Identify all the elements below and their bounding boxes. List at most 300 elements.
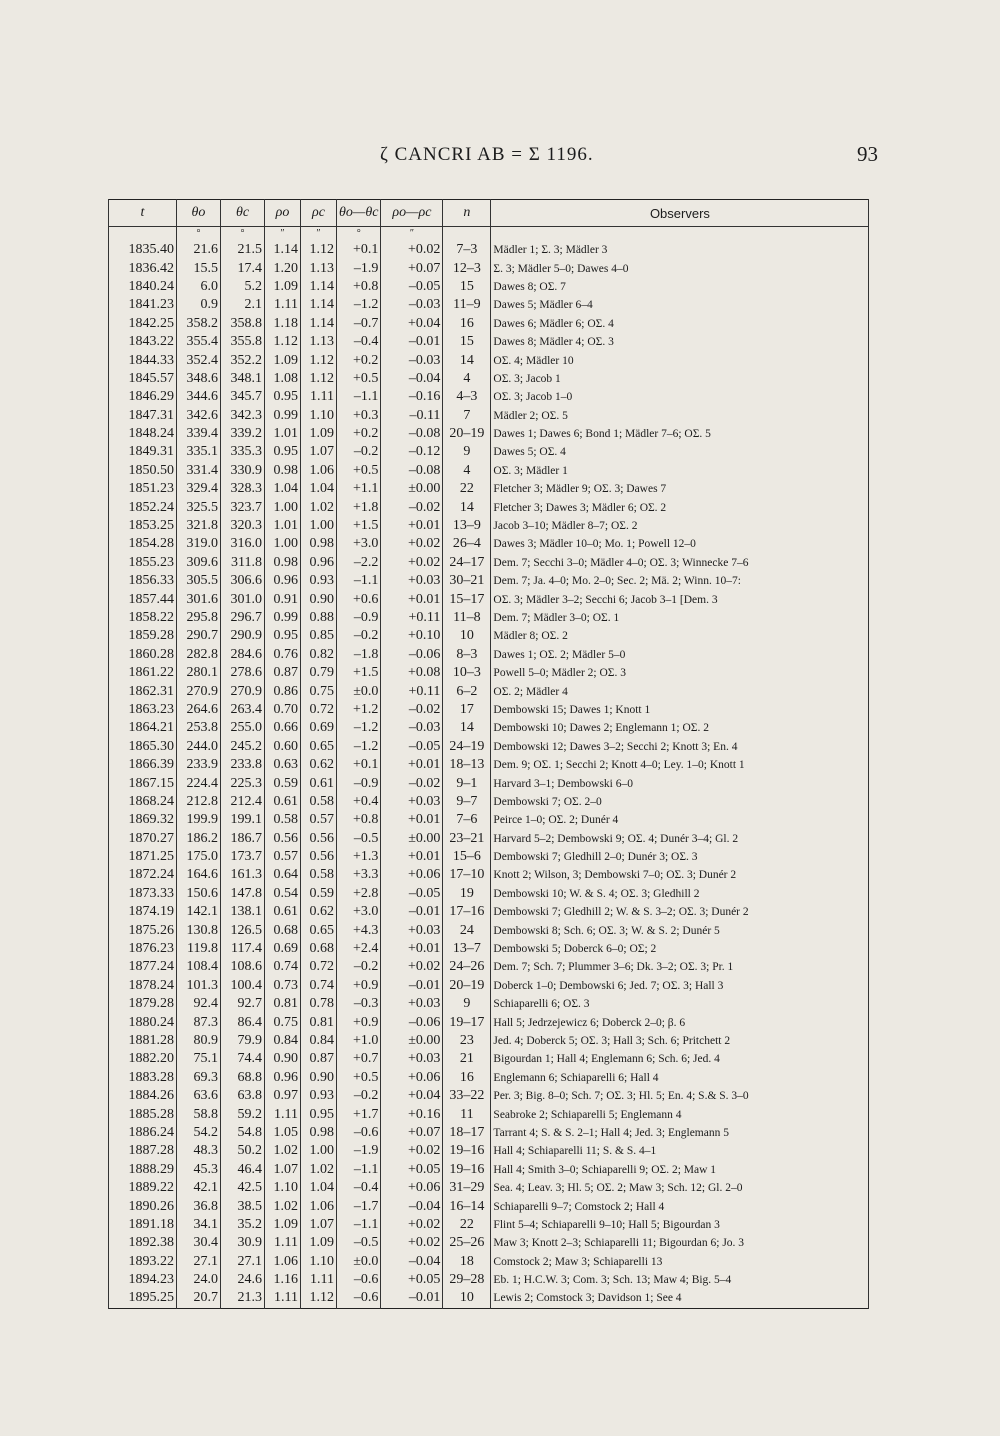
table-cell: +0.02 [381, 241, 443, 259]
table-cell: Mädler 1; Σ. 3; Mädler 3 [491, 241, 869, 259]
table-cell: 301.6 [177, 590, 221, 608]
column-header: n [443, 200, 491, 227]
table-cell: 21 [443, 1050, 491, 1068]
table-cell: –0.7 [337, 315, 381, 333]
table-cell: 1890.26 [109, 1197, 177, 1215]
table-cell: –0.06 [381, 1013, 443, 1031]
unit-cell: ″ [301, 227, 337, 242]
table-cell: 225.3 [221, 774, 265, 792]
table-cell: 11 [443, 1105, 491, 1123]
table-cell: ±0.0 [337, 682, 381, 700]
table-cell: Dem. 7; Secchi 3–0; Mädler 4–0; OΣ. 3; Winnecke 7–6 [491, 554, 869, 572]
table-cell: 26–4 [443, 535, 491, 553]
table-cell: –0.01 [381, 333, 443, 351]
table-cell: Dawes 1; OΣ. 2; Mädler 5–0 [491, 646, 869, 664]
table-cell: +0.02 [381, 1142, 443, 1160]
table-cell: +0.03 [381, 921, 443, 939]
column-header: θo [177, 200, 221, 227]
table-cell: 282.8 [177, 646, 221, 664]
table-row [109, 1289, 869, 1308]
table-cell: 9 [443, 443, 491, 461]
table-cell: Hall 5; Jedrzejewicz 6; Doberck 2–0; β. 6 [491, 1013, 869, 1031]
table-cell: 330.9 [221, 462, 265, 480]
table-cell: 130.8 [177, 921, 221, 939]
table-cell: 69.3 [177, 1069, 221, 1087]
table-row [109, 701, 869, 719]
table-cell: 305.5 [177, 572, 221, 590]
table-cell: 212.4 [221, 793, 265, 811]
table-cell: 1892.38 [109, 1234, 177, 1252]
table-cell: Harvard 5–2; Dembowski 9; OΣ. 4; Dunér 3–4; Gl. 2 [491, 830, 869, 848]
table-cell: –0.9 [337, 774, 381, 792]
table-cell: +1.8 [337, 498, 381, 516]
table-cell: 75.1 [177, 1050, 221, 1068]
table-cell: Dembowski 7; Gledhill 2–0; Dunér 3; OΣ. 3 [491, 848, 869, 866]
table-cell: 22 [443, 1216, 491, 1234]
table-cell: 352.4 [177, 351, 221, 369]
table-cell: 30.9 [221, 1234, 265, 1252]
table-cell: 18 [443, 1252, 491, 1270]
table-cell: +0.01 [381, 811, 443, 829]
table-cell: +3.3 [337, 866, 381, 884]
table-cell: 13–7 [443, 940, 491, 958]
table-cell: 0.78 [301, 995, 337, 1013]
table-row [109, 480, 869, 498]
table-cell: –0.6 [337, 1271, 381, 1289]
table-cell: –0.05 [381, 278, 443, 296]
table-cell: –0.05 [381, 885, 443, 903]
table-row [109, 425, 869, 443]
table-cell: 24.6 [221, 1271, 265, 1289]
table-cell: 24–26 [443, 958, 491, 976]
table-cell: 1836.42 [109, 259, 177, 277]
table-cell: Hall 4; Smith 3–0; Schiaparelli 9; OΣ. 2; Maw 1 [491, 1161, 869, 1179]
table-cell: 186.7 [221, 830, 265, 848]
table-cell: 1.13 [301, 333, 337, 351]
table-cell: Dembowski 15; Dawes 1; Knott 1 [491, 701, 869, 719]
table-cell: 1848.24 [109, 425, 177, 443]
table-cell: 10 [443, 627, 491, 645]
table-cell: Harvard 3–1; Dembowski 6–0 [491, 774, 869, 792]
table-cell: 45.3 [177, 1161, 221, 1179]
table-cell: 311.8 [221, 554, 265, 572]
table-cell: –0.3 [337, 995, 381, 1013]
table-cell: Mädler 2; OΣ. 5 [491, 407, 869, 425]
table-cell: 0.75 [301, 682, 337, 700]
table-cell: 1849.31 [109, 443, 177, 461]
table-cell: +0.05 [381, 1271, 443, 1289]
table-row [109, 1087, 869, 1105]
table-cell: Doberck 1–0; Dembowski 6; Jed. 7; OΣ. 3; Hall 3 [491, 977, 869, 995]
table-row [109, 333, 869, 351]
table-cell: 1863.23 [109, 701, 177, 719]
table-cell: 1868.24 [109, 793, 177, 811]
table-cell: 1.14 [301, 315, 337, 333]
column-header: ρo [265, 200, 301, 227]
table-cell: 16 [443, 315, 491, 333]
table-cell: +0.06 [381, 1069, 443, 1087]
table-cell: 1867.15 [109, 774, 177, 792]
table-cell: 54.8 [221, 1124, 265, 1142]
table-cell: 0.95 [265, 388, 301, 406]
table-row [109, 719, 869, 737]
table-row [109, 958, 869, 976]
table-row [109, 388, 869, 406]
table-cell: 25–26 [443, 1234, 491, 1252]
table-cell: 18–17 [443, 1124, 491, 1142]
table-cell: 147.8 [221, 885, 265, 903]
table-cell: 1854.28 [109, 535, 177, 553]
table-cell: 244.0 [177, 738, 221, 756]
table-cell: 1.00 [301, 517, 337, 535]
table-cell: 30–21 [443, 572, 491, 590]
table-cell: +0.07 [381, 259, 443, 277]
table-cell: 1.04 [301, 480, 337, 498]
table-cell: 29–28 [443, 1271, 491, 1289]
table-cell: 92.4 [177, 995, 221, 1013]
table-cell: 199.9 [177, 811, 221, 829]
table-cell: +0.05 [381, 1161, 443, 1179]
table-cell: 306.6 [221, 572, 265, 590]
table-cell: 1.11 [301, 388, 337, 406]
table-cell: 0.97 [265, 1087, 301, 1105]
table-cell: Dembowski 7; OΣ. 2–0 [491, 793, 869, 811]
table-cell: 0.81 [301, 1013, 337, 1031]
table-cell: 0.58 [301, 793, 337, 811]
table-cell: 100.4 [221, 977, 265, 995]
table-cell: 1.14 [301, 278, 337, 296]
table-cell: –0.12 [381, 443, 443, 461]
table-cell: 1.07 [301, 443, 337, 461]
table-cell: Powell 5–0; Mädler 2; OΣ. 3 [491, 664, 869, 682]
table-cell: +0.01 [381, 590, 443, 608]
table-cell: Maw 3; Knott 2–3; Schiaparelli 11; Bigourdan 6; Jo. 3 [491, 1234, 869, 1252]
table-cell: 284.6 [221, 646, 265, 664]
table-cell: –0.2 [337, 443, 381, 461]
table-cell: 1866.39 [109, 756, 177, 774]
column-header: θc [221, 200, 265, 227]
table-cell: 13–9 [443, 517, 491, 535]
table-cell: 0.96 [265, 572, 301, 590]
table-cell: 1861.22 [109, 664, 177, 682]
table-cell: +0.02 [381, 1216, 443, 1234]
table-row [109, 517, 869, 535]
table-body [109, 227, 869, 1309]
table-cell: +0.02 [381, 958, 443, 976]
table-cell: 0.66 [265, 719, 301, 737]
table-cell: 290.9 [221, 627, 265, 645]
table-cell: 11–8 [443, 609, 491, 627]
table-cell: –0.08 [381, 462, 443, 480]
table-cell: –0.02 [381, 498, 443, 516]
table-row [109, 278, 869, 296]
table-cell: 16 [443, 1069, 491, 1087]
table-cell: –0.03 [381, 351, 443, 369]
table-cell: 1835.40 [109, 241, 177, 259]
table-cell: 0.62 [301, 756, 337, 774]
table-cell: 33–22 [443, 1087, 491, 1105]
table-cell: –0.5 [337, 830, 381, 848]
table-cell: 17 [443, 701, 491, 719]
table-cell: 1841.23 [109, 296, 177, 314]
table-cell: 0.82 [301, 646, 337, 664]
table-cell: +3.0 [337, 903, 381, 921]
table-cell: 9 [443, 995, 491, 1013]
table-cell: Seabroke 2; Schiaparelli 5; Englemann 4 [491, 1105, 869, 1123]
table-cell: 15.5 [177, 259, 221, 277]
table-cell: 358.2 [177, 315, 221, 333]
table-cell: 48.3 [177, 1142, 221, 1160]
table-row [109, 572, 869, 590]
table-cell: 0.62 [301, 903, 337, 921]
table-cell: –0.02 [381, 774, 443, 792]
table-cell: 1877.24 [109, 958, 177, 976]
table-cell: 138.1 [221, 903, 265, 921]
table-cell: 1.12 [301, 370, 337, 388]
table-row [109, 1197, 869, 1215]
table-cell: 15 [443, 333, 491, 351]
table-cell: 0.86 [265, 682, 301, 700]
table-row [109, 866, 869, 884]
table-cell: 1853.25 [109, 517, 177, 535]
table-cell: 34.1 [177, 1216, 221, 1234]
table-cell: 20.7 [177, 1289, 221, 1308]
table-cell: 355.4 [177, 333, 221, 351]
table-cell: 1860.28 [109, 646, 177, 664]
table-cell: Dembowski 5; Doberck 6–0; OΣ; 2 [491, 940, 869, 958]
table-cell: 0.68 [265, 921, 301, 939]
table-cell: 1.06 [265, 1252, 301, 1270]
table-cell: +1.7 [337, 1105, 381, 1123]
table-row [109, 793, 869, 811]
table-cell: 0.84 [265, 1032, 301, 1050]
column-header: θo—θc [337, 200, 381, 227]
table-row [109, 296, 869, 314]
table-cell: +0.10 [381, 627, 443, 645]
table-cell: 24–17 [443, 554, 491, 572]
table-cell: +3.0 [337, 535, 381, 553]
table-row [109, 995, 869, 1013]
table-cell: –1.7 [337, 1197, 381, 1215]
table-cell: 342.6 [177, 407, 221, 425]
table-row [109, 1142, 869, 1160]
table-cell: +0.1 [337, 241, 381, 259]
table-cell: 1.09 [301, 1234, 337, 1252]
table-cell: 1843.22 [109, 333, 177, 351]
table-cell: –0.2 [337, 627, 381, 645]
table-row [109, 1179, 869, 1197]
table-cell: 6.0 [177, 278, 221, 296]
table-cell: 0.9 [177, 296, 221, 314]
table-row [109, 682, 869, 700]
table-cell: +0.03 [381, 995, 443, 1013]
table-cell: 42.1 [177, 1179, 221, 1197]
table-cell: 1873.33 [109, 885, 177, 903]
table-cell: 295.8 [177, 609, 221, 627]
table-cell: 0.98 [301, 535, 337, 553]
table-cell: 1.09 [265, 1216, 301, 1234]
table-cell: 19–17 [443, 1013, 491, 1031]
table-cell: 0.90 [265, 1050, 301, 1068]
table-cell: 270.9 [177, 682, 221, 700]
table-cell: 0.75 [265, 1013, 301, 1031]
table-cell: 1858.22 [109, 609, 177, 627]
table-cell: +0.8 [337, 278, 381, 296]
table-cell: Dawes 8; Mädler 4; OΣ. 3 [491, 333, 869, 351]
table-cell: 263.4 [221, 701, 265, 719]
table-cell: 278.6 [221, 664, 265, 682]
table-cell: –0.04 [381, 1252, 443, 1270]
table-cell: 58.8 [177, 1105, 221, 1123]
table-cell: 1884.26 [109, 1087, 177, 1105]
table-cell: 30.4 [177, 1234, 221, 1252]
table-cell: 2.1 [221, 296, 265, 314]
table-cell: 119.8 [177, 940, 221, 958]
table-cell: 0.95 [265, 627, 301, 645]
table-cell: 1.08 [265, 370, 301, 388]
column-header: ρc [301, 200, 337, 227]
table-cell: 264.6 [177, 701, 221, 719]
table-cell: +0.11 [381, 609, 443, 627]
table-cell: 1.05 [265, 1124, 301, 1142]
table-cell: 150.6 [177, 885, 221, 903]
table-cell: 126.5 [221, 921, 265, 939]
table-cell: Jed. 4; Doberck 5; OΣ. 3; Hall 3; Sch. 6; Pritchett 2 [491, 1032, 869, 1050]
table-cell: 0.56 [301, 848, 337, 866]
table-cell: +0.02 [381, 535, 443, 553]
table-cell: 36.8 [177, 1197, 221, 1215]
table-cell: 339.4 [177, 425, 221, 443]
table-cell: Knott 2; Wilson, 3; Dembowski 7–0; OΣ. 3; Dunér 2 [491, 866, 869, 884]
table-cell: 1881.28 [109, 1032, 177, 1050]
table-cell: +1.1 [337, 480, 381, 498]
table-cell: OΣ. 3; Jacob 1–0 [491, 388, 869, 406]
table-cell: 1882.20 [109, 1050, 177, 1068]
table-cell: 1879.28 [109, 995, 177, 1013]
table-cell: 1895.25 [109, 1289, 177, 1308]
table-cell: Dembowski 12; Dawes 3–2; Secchi 2; Knott 3; En. 4 [491, 738, 869, 756]
table-cell: +0.5 [337, 462, 381, 480]
table-cell: 87.3 [177, 1013, 221, 1031]
table-cell: 0.85 [301, 627, 337, 645]
table-cell: 24 [443, 921, 491, 939]
table-row [109, 1105, 869, 1123]
table-cell: 0.87 [265, 664, 301, 682]
table-cell: –0.2 [337, 958, 381, 976]
table-cell: 24.0 [177, 1271, 221, 1289]
table-cell: –1.9 [337, 1142, 381, 1160]
table-row [109, 848, 869, 866]
table-cell: 0.74 [265, 958, 301, 976]
page-number: 93 [857, 142, 878, 166]
table-cell: +0.2 [337, 425, 381, 443]
table-row [109, 664, 869, 682]
table-row [109, 1216, 869, 1234]
table-cell: Σ. 3; Mädler 5–0; Dawes 4–0 [491, 259, 869, 277]
table-cell: 1844.33 [109, 351, 177, 369]
table-cell: +4.3 [337, 921, 381, 939]
table-cell: 342.3 [221, 407, 265, 425]
table-cell: 245.2 [221, 738, 265, 756]
table-cell: 161.3 [221, 866, 265, 884]
table-cell: 255.0 [221, 719, 265, 737]
table-row [109, 1252, 869, 1270]
table-cell: Dembowski 10; Dawes 2; Englemann 1; OΣ. 2 [491, 719, 869, 737]
table-cell: 1.14 [301, 296, 337, 314]
table-cell: 0.74 [301, 977, 337, 995]
table-row [109, 885, 869, 903]
table-cell: +0.07 [381, 1124, 443, 1142]
table-cell: 54.2 [177, 1124, 221, 1142]
table-cell: 46.4 [221, 1161, 265, 1179]
table-cell: 335.3 [221, 443, 265, 461]
table-cell: 1893.22 [109, 1252, 177, 1270]
table-cell: Dawes 5; OΣ. 4 [491, 443, 869, 461]
table-cell: 0.91 [265, 590, 301, 608]
table-cell: +0.04 [381, 1087, 443, 1105]
table-cell: 301.0 [221, 590, 265, 608]
table-cell: 5.2 [221, 278, 265, 296]
table-cell: 7–6 [443, 811, 491, 829]
table-cell: –0.11 [381, 407, 443, 425]
table-cell: 74.4 [221, 1050, 265, 1068]
table-cell: 0.96 [301, 554, 337, 572]
table-cell: 316.0 [221, 535, 265, 553]
table-cell: 15–6 [443, 848, 491, 866]
table-cell: –0.16 [381, 388, 443, 406]
table-cell: 329.4 [177, 480, 221, 498]
table-cell: 92.7 [221, 995, 265, 1013]
table-cell: 0.61 [301, 774, 337, 792]
table-cell: –0.01 [381, 903, 443, 921]
table-cell: 22 [443, 480, 491, 498]
table-cell: 14 [443, 719, 491, 737]
table-cell: –1.2 [337, 296, 381, 314]
table-cell: 1.01 [265, 517, 301, 535]
table-cell: +0.7 [337, 1050, 381, 1068]
table-cell: 8–3 [443, 646, 491, 664]
table-cell: Dembowski 7; Gledhill 2; W. & S. 3–2; OΣ. 3; Dunér 2 [491, 903, 869, 921]
table-cell: 10 [443, 1289, 491, 1308]
table-cell: +0.03 [381, 572, 443, 590]
table-cell: 23–21 [443, 830, 491, 848]
table-cell: –1.1 [337, 388, 381, 406]
table-cell: +0.5 [337, 1069, 381, 1087]
table-cell: 14 [443, 351, 491, 369]
table-cell: 27.1 [221, 1252, 265, 1270]
table-cell: 1.10 [265, 1179, 301, 1197]
table-cell: Dem. 7; Sch. 7; Plummer 3–6; Dk. 3–2; OΣ. 3; Pr. 1 [491, 958, 869, 976]
table-cell: 1840.24 [109, 278, 177, 296]
table-cell: –0.06 [381, 646, 443, 664]
table-cell: 0.98 [265, 462, 301, 480]
table-cell: 17.4 [221, 259, 265, 277]
table-cell: 10–3 [443, 664, 491, 682]
table-cell: +0.01 [381, 940, 443, 958]
table-cell: 1.07 [265, 1161, 301, 1179]
table-cell: +0.06 [381, 866, 443, 884]
column-header: t [109, 200, 177, 227]
table-cell: Dawes 3; Mädler 10–0; Mo. 1; Powell 12–0 [491, 535, 869, 553]
table-cell: 0.61 [265, 903, 301, 921]
table-cell: +0.16 [381, 1105, 443, 1123]
table-row [109, 811, 869, 829]
table-row [109, 738, 869, 756]
table-cell: Tarrant 4; S. & S. 2–1; Hall 4; Jed. 3; Englemann 5 [491, 1124, 869, 1142]
table-cell: +0.3 [337, 407, 381, 425]
table-row [109, 1069, 869, 1087]
table-cell: 352.2 [221, 351, 265, 369]
